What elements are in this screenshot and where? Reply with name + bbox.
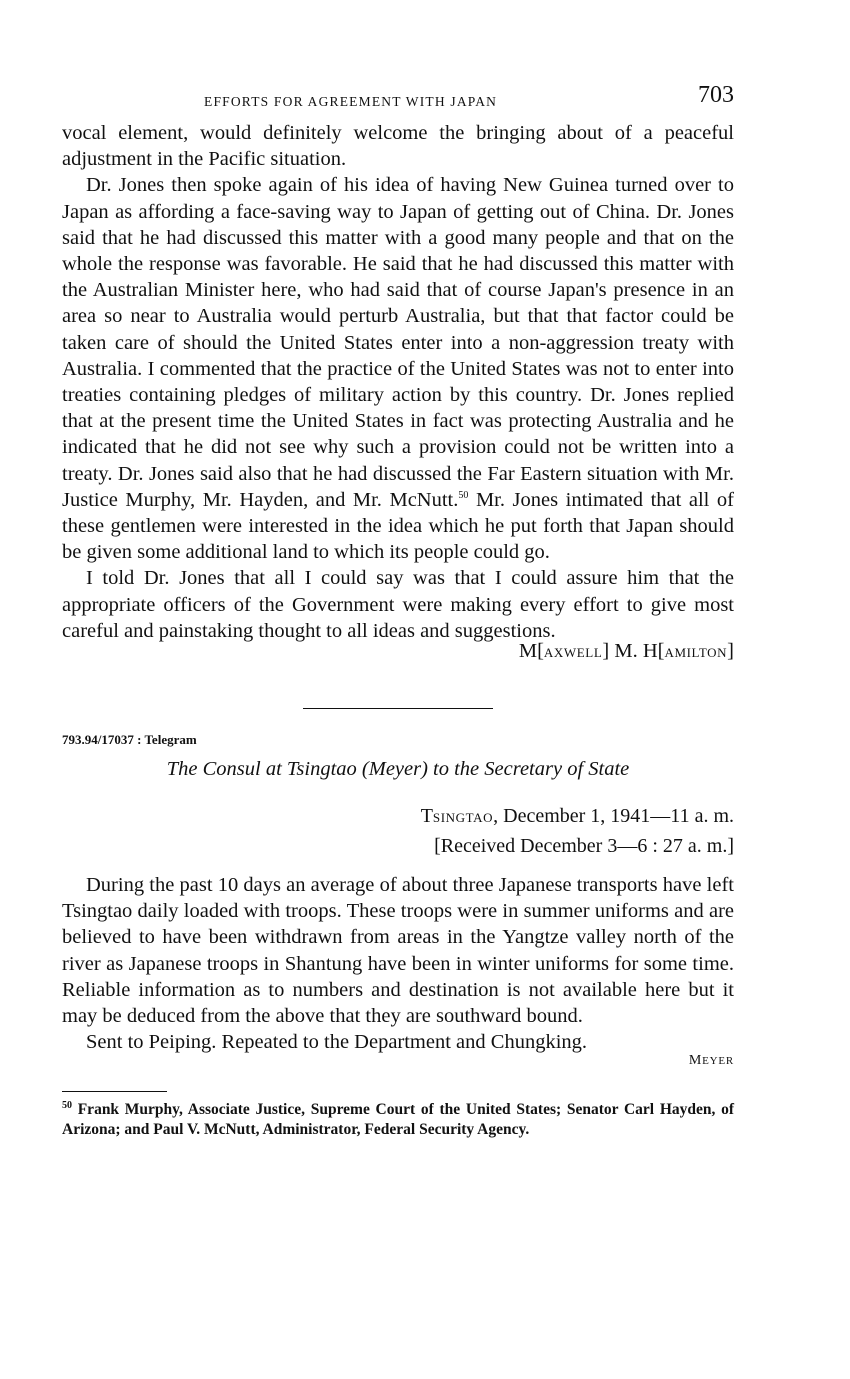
page-header: [62, 80, 734, 116]
memo-paragraph-text: Mr. Jones intimated that all of these gentlemen were interested in the idea which he put forth that Japan should be given some additional land to which its people could go.: [62, 488, 734, 564]
telegram-signature: [62, 1053, 734, 1069]
footnote-marker: 50: [62, 1100, 72, 1112]
signature-part: ] M. H[: [602, 640, 665, 663]
telegram-paragraph: During the past 10 days an average of about three Japanese transports have left Tsingtao daily loaded with troops. These troops were in summer uniforms and are believed to have been withdrawn from areas in the Yangtze valley north of the river as Japanese troops in Shantung have been in winter uniforms for some time. Reliable information as to numbers and destination is not available here but it may be deduced from the above that they are southward bound.: [62, 874, 734, 1028]
signer-initial: M: [688, 1053, 703, 1069]
place-initial: T: [420, 805, 433, 828]
place-rest: SINGTAO: [432, 810, 494, 826]
section-divider: [303, 708, 493, 709]
memo-paragraph: [62, 172, 734, 565]
document-page: [62, 80, 734, 1140]
signature-part: ]: [727, 640, 734, 663]
document-title: The Consul at Tsingtao (Meyer) to the Secretary of State: [166, 758, 630, 781]
running-head: EFFORTS FOR AGREEMENT WITH JAPAN: [204, 94, 498, 109]
telegram-body: [62, 872, 734, 1055]
memo-paragraph-text: Dr. Jones then spoke again of his idea of having New Guinea turned over to Japan as affording a face-saving way to Japan of getting out of China. Dr. Jones said that he had discussed this matter with a good many people and that on the whole the response was favorable. He said that he had discussed this matter with the Australian Minister here, who had said that of course Japan's presence in an area so near to Australia would perturb Australia, but that that factor could be taken care of should the United States enter into a non-aggression treaty with Australia. I commented that the practice of the United States was not to enter into treaties containing pledges of military action by this country. Dr. Jones replied that at the present time the United States in fact was protecting Australia and he indicated that he did not see why such a provision could not be written into a treaty. Dr. Jones said also that he had discussed the Far Eastern situation with Mr. Justice Murphy, Mr. Hayden, and Mr. McNutt.: [62, 174, 734, 511]
signer-rest: EYER: [702, 1055, 734, 1068]
footnote-divider: [62, 1091, 167, 1092]
footnote-text: Frank Murphy, Associate Justice, Supreme Court of the United States; Senator Carl Hayden, of Arizona; and Paul V. McNutt, Administrator, Federal Security Agency.: [62, 1101, 734, 1139]
signature-part: AXWELL: [543, 645, 603, 661]
memo-paragraph: vocal element, would definitely welcome the bringing about of a peaceful adjustment in the Pacific situation.: [62, 122, 734, 171]
memo-paragraph: I told Dr. Jones that all I could say was that I could assure him that the appropriate officers of the Government were making every effort to give most careful and painstaking thought to all ideas and suggestions.: [62, 567, 734, 642]
page-number: 703: [698, 82, 734, 108]
telegram-paragraph: Sent to Peiping. Repeated to the Department and Chungking.: [86, 1031, 588, 1054]
dateline-sent: [62, 802, 734, 832]
signature-part: AMILTON: [664, 645, 728, 661]
signature-part: M[: [518, 640, 544, 663]
footnote: [62, 1096, 734, 1139]
footnote-reference: 50: [458, 490, 469, 502]
memo-body: [62, 120, 734, 644]
dateline-date: , December 1, 1941—11 a. m.: [493, 805, 734, 828]
dateline-received: [Received December 3—6 : 27 a. m.]: [434, 835, 734, 858]
dateline: [62, 802, 734, 860]
file-reference: 793.94/17037 : Telegram: [62, 732, 197, 748]
